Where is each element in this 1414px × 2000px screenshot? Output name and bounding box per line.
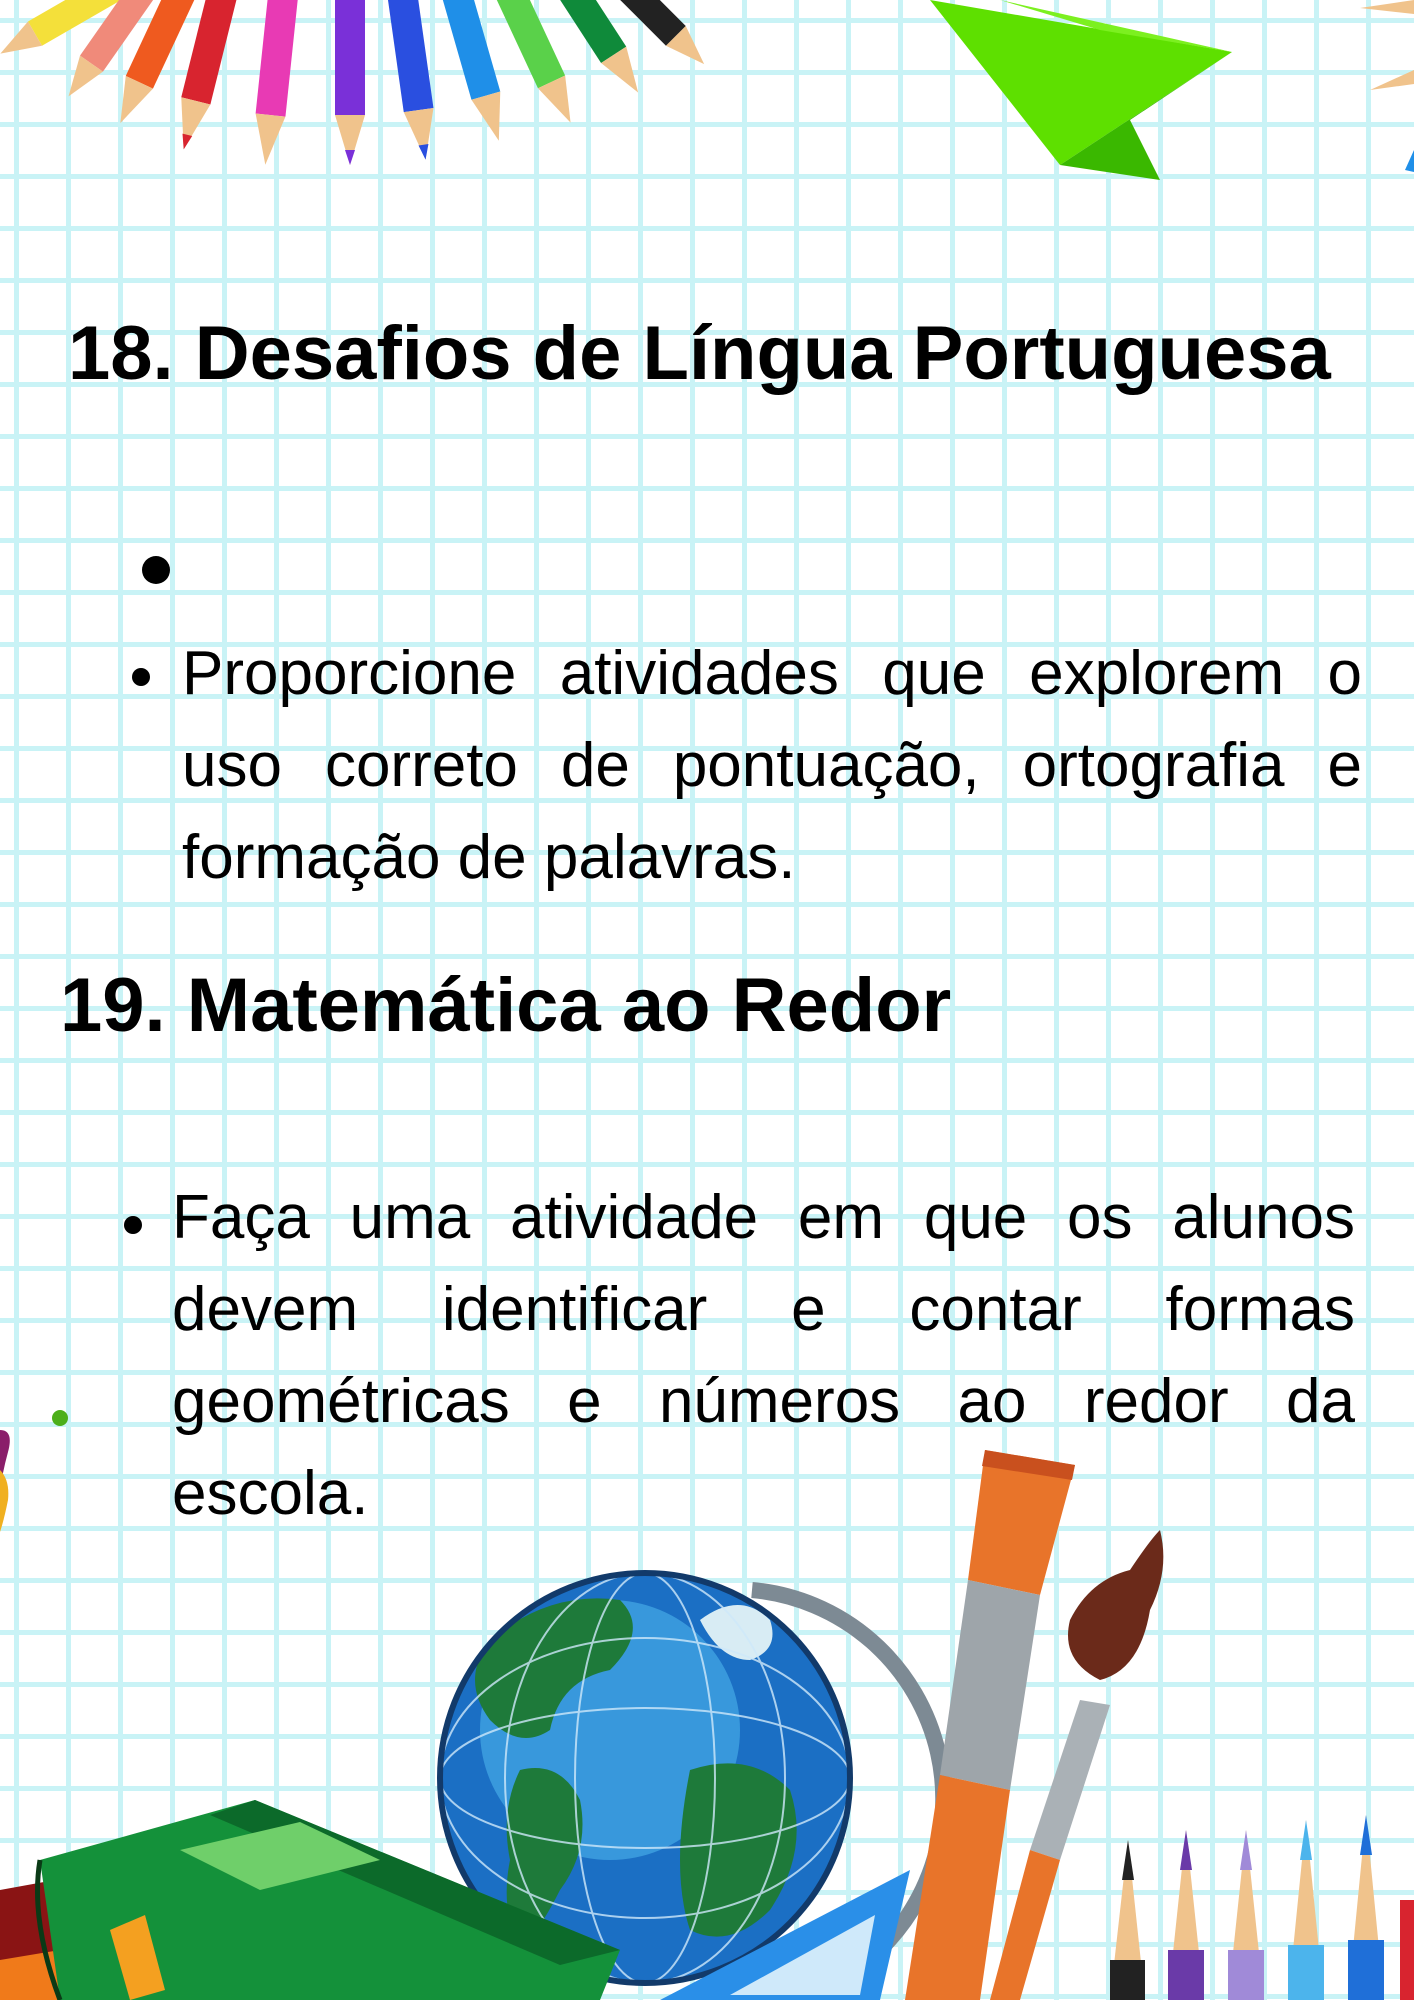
empty-bullet <box>142 556 170 584</box>
section-19-title: 19. Matemática ao Redor <box>60 963 952 1048</box>
section-19-bullet: Faça uma atividade em que os alunos devem identificar e contar formas geométricas e números ao redor da escola. <box>172 1183 1355 1528</box>
section-18-title: 18. Desafios de Língua Portuguesa <box>68 311 1331 396</box>
bullet-dot <box>124 1216 142 1234</box>
bullet-dot <box>132 668 150 686</box>
section-18-bullet: Proporcione atividades que explorem o uso correto de pontuação, ortografia e formação de palavras. <box>182 639 1362 892</box>
section-18-list <box>182 628 1362 904</box>
section-19-list <box>172 1172 1355 1540</box>
